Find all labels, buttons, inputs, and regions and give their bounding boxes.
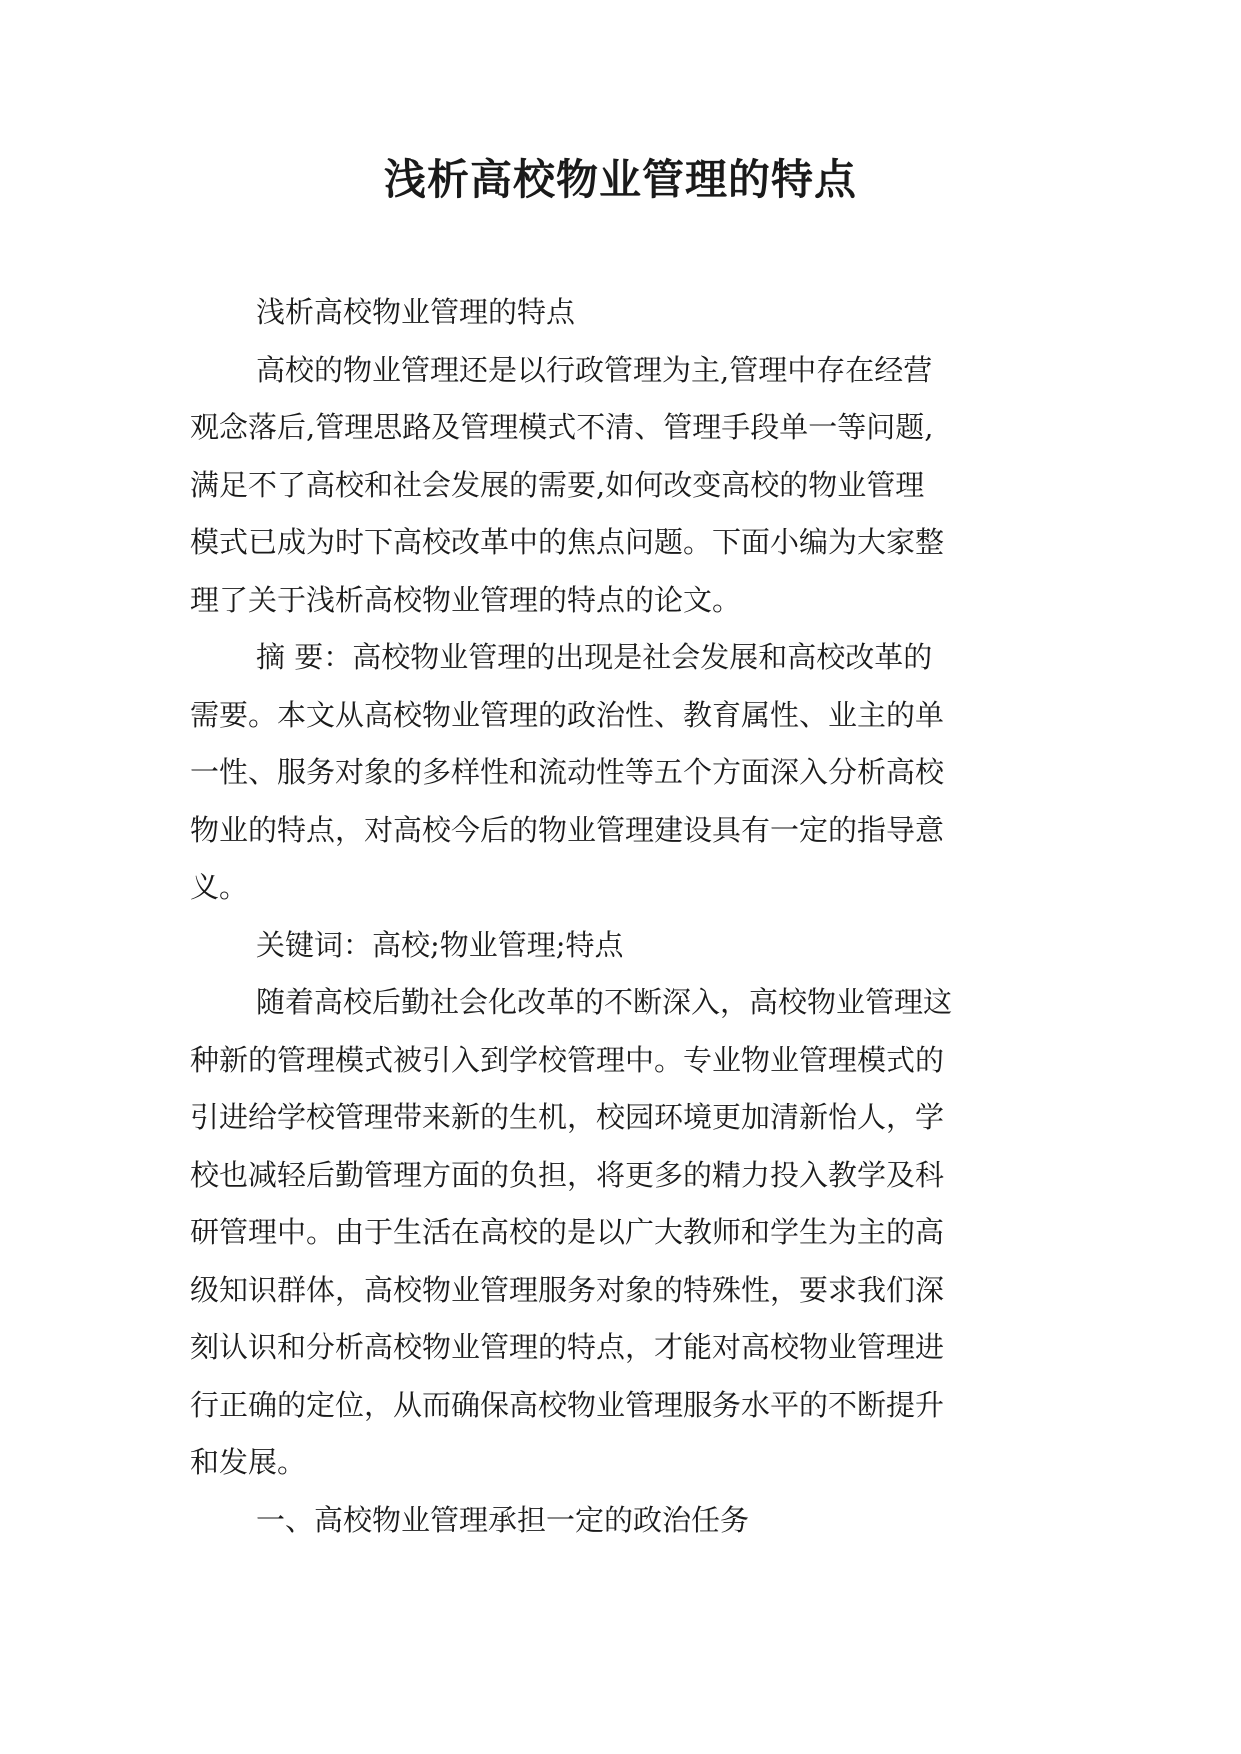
abstract-line: 物业的特点，对高校今后的物业管理建设具有一定的指导意 [190, 812, 945, 847]
paragraph-line: 高校的物业管理还是以行政管理为主,管理中存在经营 [256, 352, 933, 387]
paragraph-line: 研管理中。由于生活在高校的是以广大教师和学生为主的高 [190, 1215, 945, 1249]
paragraph-line: 校也减轻后勤管理方面的负担，将更多的精力投入教学及科 [190, 1157, 945, 1192]
paragraph-line: 种新的管理模式被引入到学校管理中。专业物业管理模式的 [190, 1042, 945, 1077]
document-body [190, 284, 1052, 1549]
paragraph-line: 理了关于浅析高校物业管理的特点的论文。 [190, 582, 742, 617]
paragraph-line: 模式已成为时下高校改革中的焦点问题。下面小编为大家整 [190, 525, 945, 559]
paragraph-line: 级知识群体，高校物业管理服务对象的特殊性，要求我们深 [190, 1272, 945, 1307]
document-title: 浅析高校物业管理的特点 [383, 155, 857, 204]
paragraph-line: 和发展。 [190, 1445, 307, 1479]
paragraph-line: 刻认识和分析高校物业管理的特点，才能对高校物业管理进 [190, 1330, 945, 1364]
subtitle-line: 浅析高校物业管理的特点 [256, 295, 576, 329]
section-heading: 一、高校物业管理承担一定的政治任务 [256, 1502, 750, 1537]
paragraph-line: 满足不了高校和社会发展的需要,如何改变高校的物业管理 [190, 467, 925, 502]
abstract-line: 摘 要：高校物业管理的出现是社会发展和高校改革的 [256, 640, 933, 674]
abstract-line: 义。 [190, 870, 249, 904]
paragraph-line: 行正确的定位，从而确保高校物业管理服务水平的不断提升 [190, 1387, 945, 1422]
paragraph-line: 观念落后,管理思路及管理模式不清、管理手段单一等问题, [190, 410, 934, 444]
paragraph-line: 引进给学校管理带来新的生机，校园环境更加清新怡人，学 [190, 1100, 945, 1134]
abstract-line: 一性、服务对象的多样性和流动性等五个方面深入分析高校 [190, 755, 945, 789]
keywords-line: 关键词：高校;物业管理;特点 [256, 927, 624, 962]
paragraph-line: 随着高校后勤社会化改革的不断深入，高校物业管理这 [256, 985, 953, 1019]
abstract-line: 需要。本文从高校物业管理的政治性、教育属性、业主的单 [190, 697, 945, 732]
